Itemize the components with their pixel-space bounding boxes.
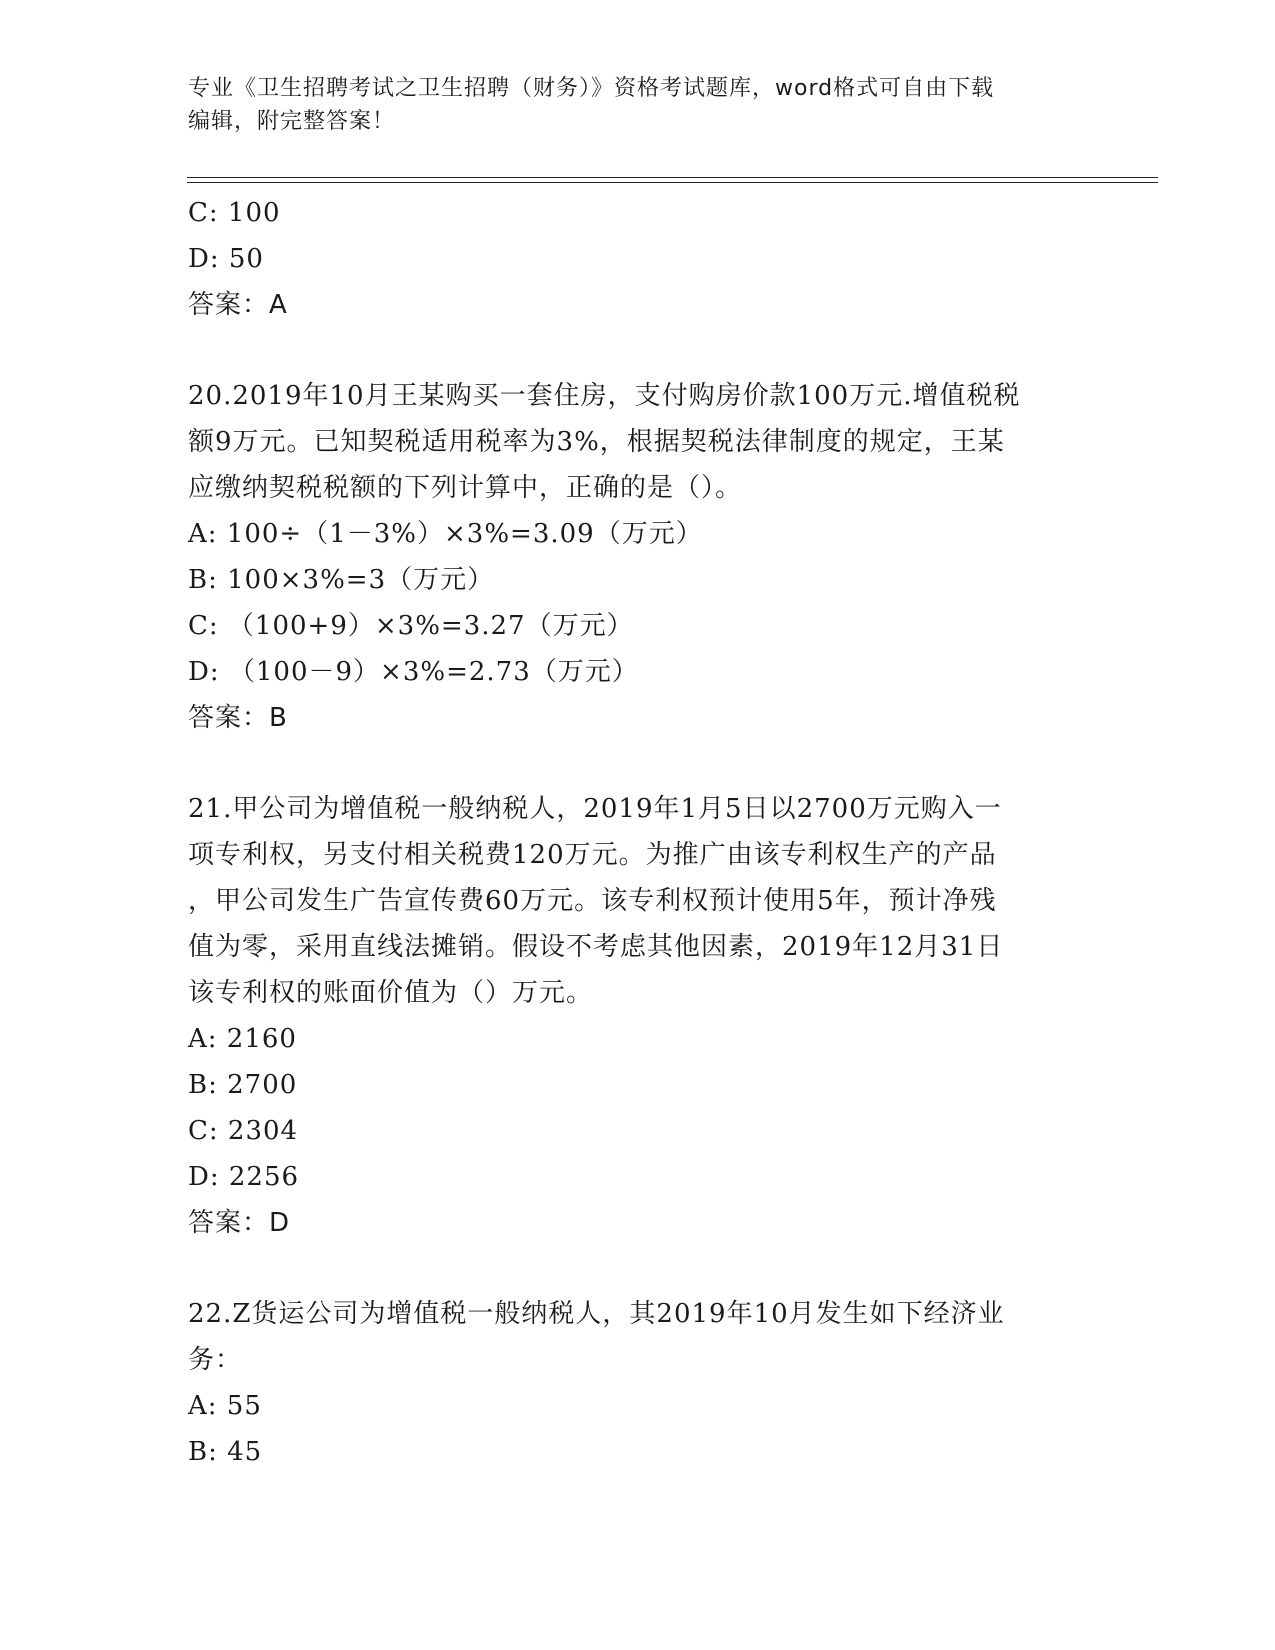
option-a: A: 55 xyxy=(188,1391,262,1421)
document-header xyxy=(188,72,1088,138)
question-stem-line: 值为零，采用直线法摊销。假设不考虑其他因素，2019年12月31日 xyxy=(188,932,1004,962)
answer-line: 答案：D xyxy=(188,1208,291,1238)
option-d: D: 50 xyxy=(188,244,264,274)
question-gap xyxy=(188,1246,1088,1291)
header-rule-bottom xyxy=(187,182,1158,183)
question-stem-line: 务： xyxy=(188,1345,243,1375)
header-rule-top xyxy=(187,177,1158,178)
answer-line: 答案：A xyxy=(188,290,288,320)
option-b: B: 2700 xyxy=(188,1070,298,1100)
question-content xyxy=(188,190,1088,1475)
question-stem-line: 21.甲公司为增值税一般纳税人，2019年1月5日以2700万元购入一 xyxy=(188,794,1002,824)
option-b: B: 45 xyxy=(188,1437,263,1467)
question-stem-line: ，甲公司发生广告宣传费60万元。该专利权预计使用5年，预计净残 xyxy=(188,886,997,916)
option-c: C: 2304 xyxy=(188,1116,299,1146)
question-20 xyxy=(188,373,1088,741)
question-19-tail xyxy=(188,190,1088,328)
question-stem-line: 该专利权的账面价值为（）万元。 xyxy=(188,978,594,1008)
question-stem-line: 项专利权，另支付相关税费120万元。为推广由该专利权生产的产品 xyxy=(188,840,997,870)
question-21 xyxy=(188,786,1088,1246)
option-a: A: 2160 xyxy=(188,1024,297,1054)
question-stem-line: 20.2019年10月王某购买一套住房，支付购房价款100万元.增值税税 xyxy=(188,381,1021,411)
question-gap xyxy=(188,328,1088,373)
header-line-2: 编辑，附完整答案！ xyxy=(188,109,396,134)
answer-line: 答案：B xyxy=(188,703,288,733)
option-c: C: 100 xyxy=(188,198,281,228)
option-c: C: （100+9）×3%=3.27（万元） xyxy=(188,611,634,641)
question-stem-line: 22.Z货运公司为增值税一般纳税人，其2019年10月发生如下经济业 xyxy=(188,1299,1005,1329)
question-stem-line: 应缴纳契税税额的下列计算中，正确的是（）。 xyxy=(188,473,743,503)
option-a: A: 100÷（1－3%）×3%=3.09（万元） xyxy=(188,519,703,549)
question-gap xyxy=(188,741,1088,786)
option-d: D: 2256 xyxy=(188,1162,300,1192)
question-stem-line: 额9万元。已知契税适用税率为3%，根据契税法律制度的规定，王某 xyxy=(188,427,1005,457)
option-b: B: 100×3%=3（万元） xyxy=(188,565,495,595)
option-d: D: （100－9）×3%=2.73（万元） xyxy=(188,657,639,687)
header-line-1: 专业《卫生招聘考试之卫生招聘（财务）》资格考试题库，word格式可自由下载 xyxy=(188,76,995,101)
question-22 xyxy=(188,1291,1088,1475)
